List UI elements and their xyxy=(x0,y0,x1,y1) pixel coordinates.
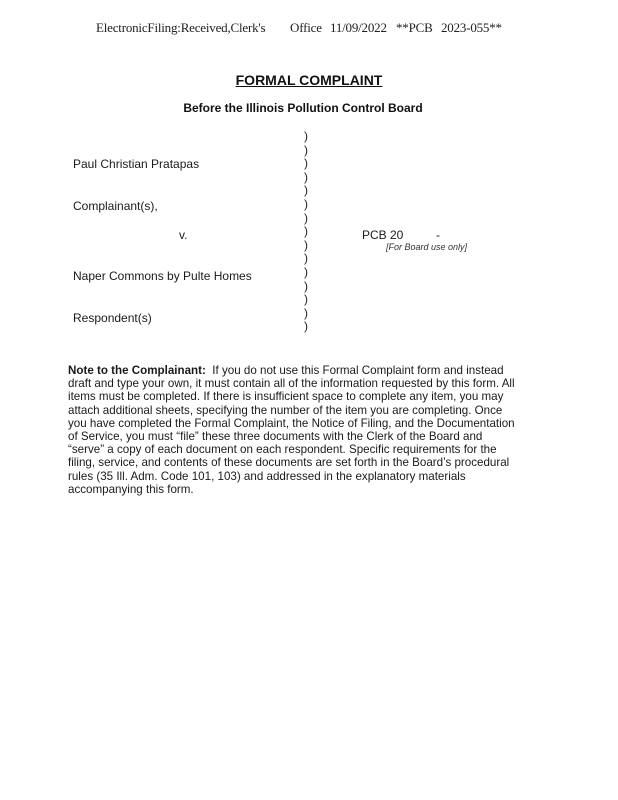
note-line: items must be completed. If there is insufficient space to complete any item, you may xyxy=(68,390,504,404)
caption-bracket: ) xyxy=(304,142,308,157)
caption-bracket: ) xyxy=(304,196,308,211)
complainant-label: Complainant(s), xyxy=(73,199,158,213)
caption-bracket: ) xyxy=(304,129,308,143)
document-title: FORMAL COMPLAINT xyxy=(235,72,383,88)
caption-bracket: ) xyxy=(304,251,308,266)
board-use-only-note: [For Board use only] xyxy=(386,242,468,252)
note-line: draft and type your own, it must contain all of the information requested by this form. All xyxy=(68,377,515,391)
note-line: attach additional sheets, specifying the number of the item you are completing. Once xyxy=(68,403,503,417)
stamp-filing-text: ElectronicFiling:Received,Clerk's xyxy=(96,20,266,35)
note-line: filing, service, and contents of these documents are set forth in the Board’s procedural xyxy=(68,456,510,470)
caption-bracket: ) xyxy=(304,183,308,198)
caption-bracket: ) xyxy=(304,237,308,252)
case-number-prefix: PCB 20 xyxy=(362,228,404,242)
note-line: accompanying this form. xyxy=(68,482,194,496)
note-to-complainant xyxy=(68,364,548,496)
stamp-office-text: Office xyxy=(290,20,322,35)
caption-bracket-column xyxy=(304,130,308,334)
electronic-filing-stamp xyxy=(96,20,502,36)
caption-bracket: ) xyxy=(304,319,308,334)
caption-bracket: ) xyxy=(304,210,308,225)
caption-bracket: ) xyxy=(304,224,308,239)
complainant-name: Paul Christian Pratapas xyxy=(73,157,200,171)
caption-bracket: ) xyxy=(304,264,308,279)
caption-bracket: ) xyxy=(304,169,308,184)
note-first-line xyxy=(68,364,548,377)
note-line: rules (35 Ill. Adm. Code 101, 103) and addressed in the explanatory materials xyxy=(68,469,466,483)
caption-bracket: ) xyxy=(304,305,308,320)
stamp-case-number: 2023-055** xyxy=(441,20,502,35)
caption-bracket: ) xyxy=(304,292,308,307)
versus-text: v. xyxy=(179,228,188,242)
caption-bracket: ) xyxy=(304,278,308,293)
note-heading: Note to the Complainant: xyxy=(68,364,206,377)
note-line: If you do not use this Formal Complaint form and instead xyxy=(212,364,504,377)
note-line: of Service, you must “file” these three documents with the Clerk of the Board and xyxy=(68,430,483,444)
respondent-label: Respondent(s) xyxy=(73,311,152,325)
case-number-dash: - xyxy=(436,228,440,242)
note-line: “serve” a copy of each document on each respondent. Specific requirements for the xyxy=(68,443,497,457)
note-line: you have completed the Formal Complaint, the Notice of Filing, and the Documentation xyxy=(68,416,515,430)
respondent-name: Naper Commons by Pulte Homes xyxy=(73,269,252,283)
caption-bracket: ) xyxy=(304,156,308,171)
stamp-date: 11/09/2022 xyxy=(330,20,387,35)
stamp-pcb-text: **PCB xyxy=(396,20,433,35)
document-subtitle: Before the Illinois Pollution Control Board xyxy=(183,101,423,115)
